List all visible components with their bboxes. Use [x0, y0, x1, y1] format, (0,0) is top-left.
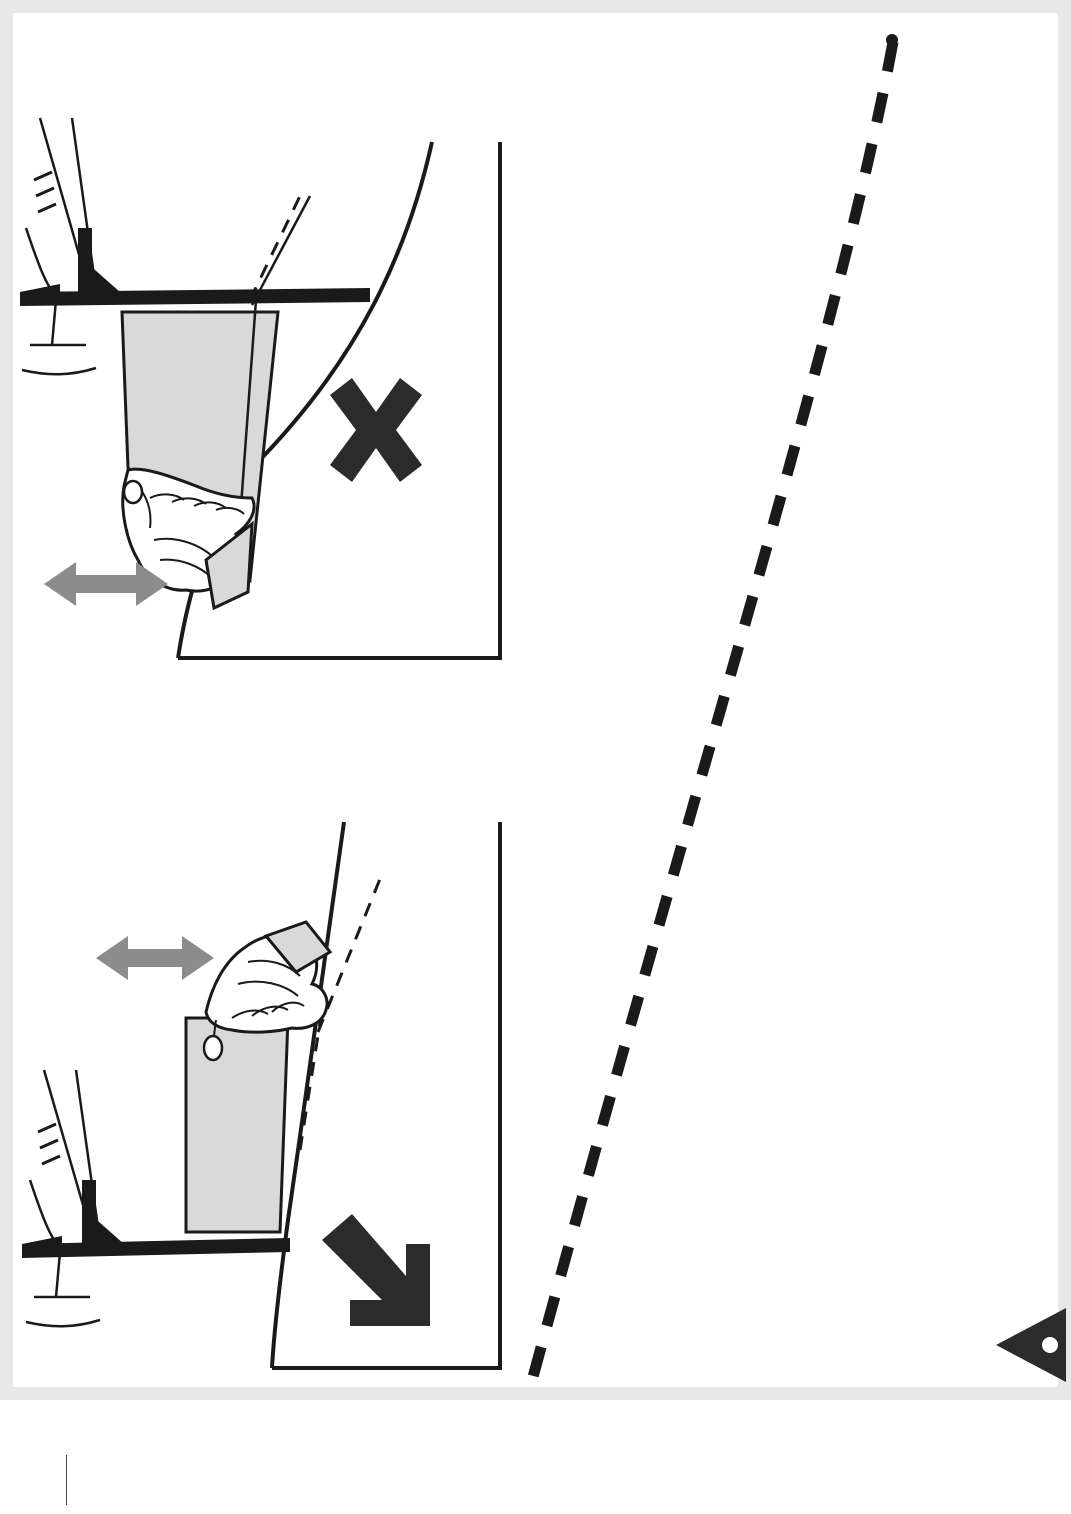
figure-correct: [22, 822, 500, 1368]
cross-mark-icon: [330, 378, 422, 482]
check-mark-icon: [322, 1214, 430, 1326]
page-foot-tick: [66, 1455, 67, 1505]
long-dashed-curve: [530, 34, 898, 1388]
triangle-marker-icon: [996, 1308, 1066, 1382]
figure-incorrect: [20, 118, 500, 658]
horizontal-double-arrow-bottom: [96, 936, 214, 980]
boom-top: [20, 228, 370, 306]
